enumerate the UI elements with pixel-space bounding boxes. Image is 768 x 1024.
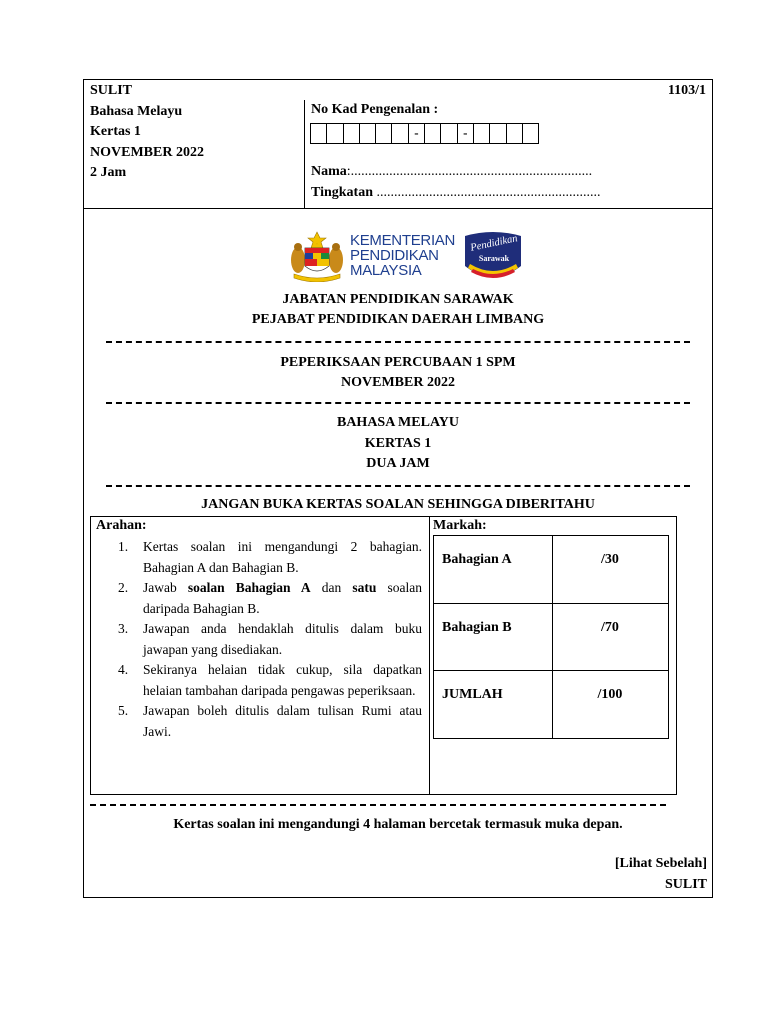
ic-digit-box[interactable]: [473, 123, 490, 144]
marks-heading: Markah:: [433, 518, 487, 533]
paper-code: 1103/1: [667, 83, 706, 98]
office-title: PEJABAT PENDIDIKAN DAERAH LIMBANG: [251, 312, 545, 327]
ic-digit-box[interactable]: [343, 123, 360, 144]
duration-title: DUA JAM: [366, 456, 430, 471]
name-field[interactable]: [311, 164, 592, 180]
instruction-item: 5. Jawapan boleh ditulis dalam tulisan Rumi atau Jawi.: [118, 703, 422, 739]
ic-digit-box[interactable]: [424, 123, 441, 144]
ic-number-boxes[interactable]: [311, 123, 539, 144]
header-column-divider: [304, 100, 305, 208]
instruction-item: 3. Jawapan anda hendaklah ditulis dalam buku jawapan yang disediakan.: [118, 621, 422, 657]
ic-digit-box[interactable]: [522, 123, 539, 144]
form-line: ................................................................: [373, 185, 601, 200]
dashed-divider: [106, 485, 690, 487]
marks-row-value[interactable]: /100: [597, 687, 623, 702]
ic-digit-box[interactable]: [375, 123, 392, 144]
subject-label: Bahasa Melayu: [90, 103, 183, 119]
box-column-divider: [429, 517, 430, 794]
ic-digit-box[interactable]: [326, 123, 343, 144]
ministry-line2: PENDIDIKAN: [350, 247, 439, 264]
ic-digit-box[interactable]: [359, 123, 376, 144]
ministry-line1: KEMENTERIAN: [350, 232, 456, 249]
footer-classification: SULIT: [664, 877, 707, 892]
dashed-divider: [90, 804, 666, 806]
ic-digit-box[interactable]: -: [457, 123, 474, 144]
badge-line1: Pendidikan: [469, 233, 519, 254]
duration-label: 2 Jam: [90, 165, 127, 180]
header-divider: [84, 208, 712, 209]
marks-table: [433, 535, 669, 739]
instructions-heading: Arahan:: [96, 518, 147, 533]
instruction-item: 1. Kertas soalan ini mengandungi 2 bahagian. Bahagian A dan Bahagian B.: [118, 539, 422, 575]
page-count-note: Kertas soalan ini mengandungi 4 halaman bercetak termasuk muka depan.: [173, 817, 623, 832]
department-title: JABATAN PENDIDIKAN SARAWAK: [282, 292, 514, 307]
marks-row-value[interactable]: /30: [601, 552, 619, 567]
marks-row-label: JUMLAH: [442, 687, 503, 702]
name-line: :.....................................................................: [346, 164, 593, 179]
instruction-item: 4. Sekiranya helaian tidak cukup, sila dapatkan helaian tambahan daripada pengawas peperiksaan.: [118, 662, 422, 698]
pendidikan-sarawak-badge: [462, 230, 524, 282]
paper-label: Kertas 1: [90, 124, 141, 139]
dashed-divider: [106, 402, 690, 404]
next-page-label: [Lihat Sebelah]: [614, 856, 707, 871]
instruction-item: 2. Jawab soalan Bahagian A dan satu soalan daripada Bahagian B.: [118, 580, 422, 616]
header-info: [90, 81, 204, 184]
subject-title: BAHASA MELAYU: [336, 415, 459, 430]
badge-line2: Sarawak: [478, 254, 510, 263]
marks-row-label: Bahagian A: [442, 552, 512, 567]
classification-label: SULIT: [90, 83, 133, 98]
exam-title: PEPERIKSAAN PERCUBAAN 1 SPM: [280, 355, 516, 370]
marks-row-label: Bahagian B: [442, 620, 512, 635]
marks-row-value[interactable]: /70: [601, 620, 619, 635]
ic-digit-box[interactable]: [440, 123, 457, 144]
ic-digit-box[interactable]: -: [408, 123, 425, 144]
marks-row: [434, 603, 668, 670]
marks-row: [434, 670, 668, 738]
warning-text: JANGAN BUKA KERTAS SOALAN SEHINGGA DIBERITAHU: [201, 497, 595, 512]
name-label: Nama: [311, 164, 347, 179]
ic-number-label: No Kad Pengenalan :: [311, 102, 439, 117]
paper-title: KERTAS 1: [364, 436, 432, 451]
ministry-line3: MALAYSIA: [350, 262, 422, 279]
ic-digit-box[interactable]: [310, 123, 327, 144]
marks-row: [434, 536, 668, 603]
dashed-divider: [106, 341, 690, 343]
exam-date: NOVEMBER 2022: [341, 375, 455, 390]
instructions-list: [118, 537, 422, 742]
form-label: Tingkatan: [311, 185, 373, 200]
ic-digit-box[interactable]: [391, 123, 408, 144]
form-field[interactable]: [311, 185, 601, 201]
ic-digit-box[interactable]: [506, 123, 523, 144]
ic-digit-box[interactable]: [489, 123, 506, 144]
malaysia-coat-of-arms-icon: [286, 230, 348, 282]
ministry-wordmark: [350, 233, 455, 278]
session-label: NOVEMBER 2022: [90, 144, 204, 160]
